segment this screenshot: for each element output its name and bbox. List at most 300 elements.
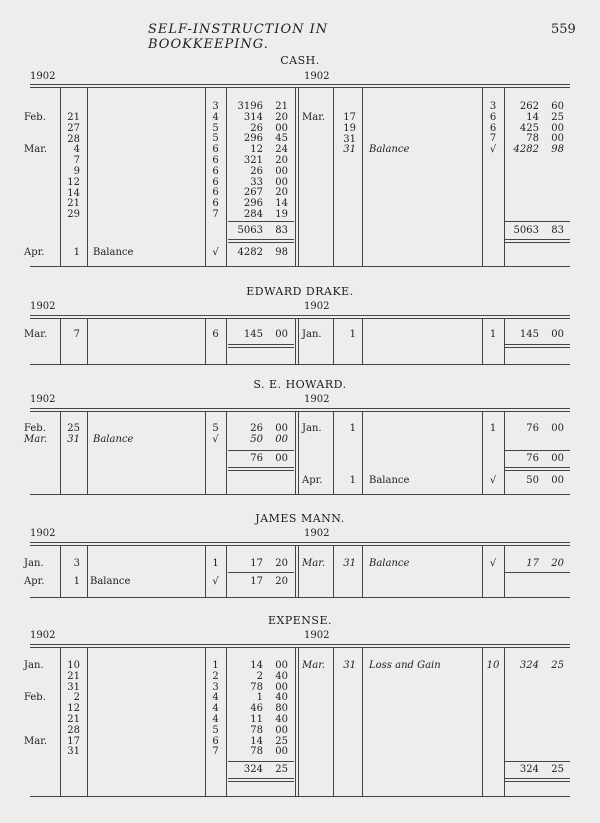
dollars-cell: 267 xyxy=(243,187,263,199)
mann-balance-day: 1 xyxy=(73,576,80,587)
folio-cell: 6 xyxy=(212,165,219,177)
cash-balance-cents: 98 xyxy=(275,247,288,258)
drake-credit-cents: 00 xyxy=(551,329,564,340)
total-rule xyxy=(505,347,570,348)
day-cell: 31 xyxy=(67,433,80,445)
column-rule xyxy=(362,546,363,597)
column-rule xyxy=(298,319,299,364)
year-right: 1902 xyxy=(304,301,330,312)
howard-debit-total-dollars: 76 xyxy=(250,453,263,464)
cash-debit-dollars-column xyxy=(228,102,263,221)
mann-credit-cents: 20 xyxy=(551,558,564,569)
howard-debit-total-cents: 00 xyxy=(275,453,288,464)
account-title: S. E. HOWARD. xyxy=(253,378,347,391)
folio-cell: 6 xyxy=(212,187,219,199)
howard-credit-folio: 1 xyxy=(489,423,497,434)
year-left: 1902 xyxy=(30,394,56,405)
folio-cell: 6 xyxy=(212,144,219,156)
column-rule xyxy=(60,546,61,597)
cash-debit-day-column xyxy=(62,113,80,221)
day-cell: 27 xyxy=(67,122,80,134)
column-rule xyxy=(333,319,334,364)
column-rule xyxy=(205,88,206,266)
day-cell: 17 xyxy=(343,112,356,123)
cash-credit-folio-column xyxy=(484,102,502,156)
expense-credit-total-cents: 25 xyxy=(551,764,564,775)
expense-debit-day-column xyxy=(62,661,80,758)
expense-debit-total-dollars: 324 xyxy=(243,764,263,775)
mann-debit-cents: 20 xyxy=(275,558,288,569)
total-rule xyxy=(228,781,294,782)
dollars-cell: 78 xyxy=(250,746,263,758)
day-cell: 29 xyxy=(67,209,80,221)
mann-balance-label: Balance xyxy=(90,576,131,587)
column-rule xyxy=(205,319,206,364)
cash-balance-month: Apr. xyxy=(24,247,45,258)
dollars-cell: 26 xyxy=(250,423,263,434)
page-running-title: SELF-INSTRUCTION IN BOOKKEEPING. xyxy=(148,22,329,52)
howard-credit-balance-month: Apr. xyxy=(302,475,323,486)
cents-cell: 00 xyxy=(551,133,564,145)
column-rule xyxy=(295,319,296,364)
year-left: 1902 xyxy=(30,71,56,82)
column-rule xyxy=(87,88,88,266)
month-cell: Feb. xyxy=(24,692,46,704)
total-rule xyxy=(228,572,294,573)
folio-cell: 4 xyxy=(212,703,219,715)
howard-credit-balance-cents: 00 xyxy=(551,475,564,486)
mann-balance-dollars: 17 xyxy=(250,576,263,587)
column-rule xyxy=(333,412,334,494)
rule xyxy=(30,266,570,267)
dollars-cell: 14 xyxy=(250,660,263,671)
dollars-cell: 14 xyxy=(526,111,539,123)
expense-debit-dollars-column xyxy=(228,661,263,758)
column-rule xyxy=(60,648,61,796)
total-rule xyxy=(228,761,294,762)
total-rule xyxy=(228,467,294,468)
drake-credit-day: 1 xyxy=(349,329,356,340)
dollars-cell: 11 xyxy=(250,713,263,725)
drake-debit-cents: 00 xyxy=(275,329,288,340)
rule xyxy=(30,644,570,645)
cents-cell: 00 xyxy=(275,433,288,445)
day-cell: 2 xyxy=(73,692,80,704)
rule xyxy=(30,84,570,85)
month-cell xyxy=(24,124,54,135)
cents-cell: 00 xyxy=(275,176,288,188)
folio-cell: 7 xyxy=(212,746,219,758)
expense-credit-cents: 25 xyxy=(551,660,564,671)
dollars-cell: 33 xyxy=(250,176,263,188)
howard-credit-month: Jan. xyxy=(302,423,322,434)
day-cell: 12 xyxy=(67,176,80,188)
dollars-cell: 78 xyxy=(526,133,539,145)
day-cell: 21 xyxy=(67,198,80,210)
expense-credit-total-dollars: 324 xyxy=(519,764,539,775)
rule xyxy=(30,494,570,495)
column-rule xyxy=(333,546,334,597)
column-rule xyxy=(333,648,334,796)
rule xyxy=(30,87,570,88)
folio-cell: 5 xyxy=(212,133,219,145)
total-rule xyxy=(228,344,294,345)
cents-cell: 45 xyxy=(275,133,288,145)
day-cell: 31 xyxy=(343,144,356,156)
column-rule xyxy=(60,88,61,266)
month-cell xyxy=(24,715,54,726)
column-rule xyxy=(482,88,483,266)
column-rule xyxy=(87,319,88,364)
column-rule xyxy=(362,412,363,494)
dollars-cell: 296 xyxy=(243,133,263,145)
month-cell: Jan. xyxy=(24,660,44,671)
account-title: EDWARD DRAKE. xyxy=(246,285,354,298)
folio-cell: 6 xyxy=(489,111,497,123)
folio-cell: 4 xyxy=(212,111,219,123)
cents-cell: 20 xyxy=(275,154,288,166)
cents-cell: 80 xyxy=(275,703,288,715)
cents-cell: 25 xyxy=(275,735,288,747)
year-right: 1902 xyxy=(304,71,330,82)
month-cell: Feb. xyxy=(24,423,46,434)
column-rule xyxy=(482,319,483,364)
account-title: JAMES MANN. xyxy=(255,512,345,525)
total-rule xyxy=(505,221,570,222)
page-number: 559 xyxy=(551,22,576,37)
total-rule xyxy=(228,242,294,243)
year-right: 1902 xyxy=(304,528,330,539)
account-title: EXPENSE. xyxy=(268,614,332,627)
cents-cell: 00 xyxy=(275,724,288,736)
rule xyxy=(30,408,570,409)
column-rule xyxy=(482,412,483,494)
howard-credit-day: 1 xyxy=(349,423,356,434)
column-rule xyxy=(295,412,296,494)
dollars-cell: 78 xyxy=(250,724,263,736)
day-cell: 9 xyxy=(73,165,80,177)
checkmark: √ xyxy=(489,558,497,569)
expense-debit-folio-column xyxy=(207,661,224,758)
column-rule xyxy=(295,546,296,597)
day-cell: 4 xyxy=(73,144,80,156)
dollars-cell: 26 xyxy=(250,165,263,177)
folio-cell: 5 xyxy=(212,122,219,134)
drake-debit-day: 7 xyxy=(73,329,80,340)
cents-cell: 00 xyxy=(275,423,288,434)
drake-debit-folio: 6 xyxy=(212,329,219,340)
rule xyxy=(30,542,570,543)
cash-debit-total-dollars: 5063 xyxy=(237,225,263,236)
month-cell xyxy=(24,726,54,737)
cents-cell: 40 xyxy=(275,670,288,682)
year-left: 1902 xyxy=(30,528,56,539)
cash-debit-total-cents: 83 xyxy=(275,225,288,236)
folio-cell: 6 xyxy=(212,735,219,747)
cash-balance-label: Balance xyxy=(93,247,134,258)
howard-credit-total-cents: 00 xyxy=(551,453,564,464)
rule xyxy=(30,318,570,319)
day-cell: 12 xyxy=(67,703,80,715)
year-left: 1902 xyxy=(30,301,56,312)
howard-credit-balance-dollars: 50 xyxy=(526,475,539,486)
folio-cell: 3 xyxy=(212,681,219,693)
cents-cell: 24 xyxy=(275,144,288,156)
column-rule xyxy=(205,648,206,796)
day-cell: 31 xyxy=(67,746,80,758)
cents-cell: 20 xyxy=(275,187,288,199)
expense-debit-total-cents: 25 xyxy=(275,764,288,775)
column-rule xyxy=(205,546,206,597)
total-rule xyxy=(505,450,570,451)
folio-cell: √ xyxy=(212,433,219,445)
rule xyxy=(30,545,570,546)
cents-cell: 19 xyxy=(275,208,288,220)
dollars-cell: 46 xyxy=(250,703,263,715)
column-rule xyxy=(226,88,227,266)
folio-cell: 4 xyxy=(212,692,219,704)
day-cell: 21 xyxy=(67,713,80,725)
checkmark: √ xyxy=(212,247,219,258)
cents-cell: 98 xyxy=(551,144,564,156)
cash-credit-cents-column xyxy=(542,102,564,156)
day-cell: 19 xyxy=(343,122,356,134)
howard-credit-balance-label: Balance xyxy=(369,475,410,486)
expense-credit-item: Loss and Gain xyxy=(369,660,441,671)
drake-debit-dollars: 145 xyxy=(243,329,263,340)
day-cell: 17 xyxy=(67,735,80,747)
howard-credit-cents: 00 xyxy=(551,423,564,434)
rule xyxy=(30,796,570,797)
total-rule xyxy=(228,778,294,779)
column-rule xyxy=(298,648,299,796)
cash-debit-cents-column xyxy=(266,102,288,221)
cents-cell: 21 xyxy=(275,101,288,112)
column-rule xyxy=(482,648,483,796)
account-title: CASH. xyxy=(280,54,320,67)
total-rule xyxy=(228,450,294,451)
column-rule xyxy=(87,412,88,494)
folio-cell: 7 xyxy=(489,133,497,145)
folio-cell: 7 xyxy=(212,208,219,220)
column-rule xyxy=(87,648,88,796)
expense-credit-month: Mar. xyxy=(302,660,326,671)
howard-credit-total-dollars: 76 xyxy=(526,453,539,464)
drake-credit-folio: 1 xyxy=(489,329,497,340)
day-cell: 21 xyxy=(67,112,80,123)
column-rule xyxy=(295,648,296,796)
howard-debit-dollars-column xyxy=(228,424,263,446)
year-right: 1902 xyxy=(304,630,330,641)
cents-cell: 00 xyxy=(275,681,288,693)
total-rule xyxy=(228,470,294,471)
dollars-cell: 4282 xyxy=(513,144,539,156)
cents-cell: 00 xyxy=(275,122,288,134)
folio-cell: 2 xyxy=(212,670,219,682)
folio-cell: 6 xyxy=(212,176,219,188)
total-rule xyxy=(505,572,570,573)
howard-debit-day-column xyxy=(62,424,80,446)
rule xyxy=(30,315,570,316)
folio-cell: 3 xyxy=(212,101,219,112)
dollars-cell: 314 xyxy=(243,111,263,123)
day-cell: 31 xyxy=(67,681,80,693)
day-cell: 31 xyxy=(343,133,356,145)
folio-cell: 6 xyxy=(212,154,219,166)
dollars-cell: 262 xyxy=(519,101,539,112)
column-rule xyxy=(295,88,296,266)
dollars-cell: 1 xyxy=(256,692,263,704)
mann-credit-day: 31 xyxy=(343,558,356,569)
dollars-cell: 26 xyxy=(250,122,263,134)
expense-credit-day: 31 xyxy=(343,660,356,671)
cents-cell: 00 xyxy=(275,746,288,758)
total-rule xyxy=(505,761,570,762)
cash-balance-day: 1 xyxy=(73,247,80,258)
month-cell xyxy=(24,704,54,715)
howard-debit-balance-label: Balance xyxy=(93,434,134,445)
month-cell xyxy=(24,672,54,683)
cash-credit-total-cents: 83 xyxy=(551,225,564,236)
folio-cell: 3 xyxy=(489,101,497,112)
howard-credit-dollars: 76 xyxy=(526,423,539,434)
folio-cell: 5 xyxy=(212,423,219,434)
dollars-cell: 2 xyxy=(256,670,263,682)
expense-debit-cents-column xyxy=(266,661,288,758)
folio-cell: 6 xyxy=(489,122,497,134)
dollars-cell: 321 xyxy=(243,154,263,166)
dollars-cell: 425 xyxy=(519,122,539,134)
column-rule xyxy=(87,546,88,597)
total-rule xyxy=(505,781,570,782)
month-cell: Mar. xyxy=(24,144,48,156)
howard-debit-cents-column xyxy=(266,424,288,446)
column-rule xyxy=(226,412,227,494)
total-rule xyxy=(228,347,294,348)
drake-credit-month: Jan. xyxy=(302,329,322,340)
drake-debit-month: Mar. xyxy=(24,329,48,340)
day-cell: 28 xyxy=(67,724,80,736)
cash-balance-dollars: 4282 xyxy=(237,247,263,258)
cents-cell: 25 xyxy=(551,111,564,123)
column-rule xyxy=(298,412,299,494)
dollars-cell: 14 xyxy=(250,735,263,747)
total-rule xyxy=(505,242,570,243)
cents-cell: 00 xyxy=(551,122,564,134)
cents-cell: 00 xyxy=(275,660,288,671)
year-right: 1902 xyxy=(304,394,330,405)
checkmark: √ xyxy=(212,576,219,587)
column-rule xyxy=(226,648,227,796)
cash-debit-folio-column xyxy=(207,102,224,221)
expense-debit-month-column xyxy=(24,661,54,747)
total-rule xyxy=(228,239,294,240)
folio-cell: 1 xyxy=(212,660,219,671)
howard-debit-month-column xyxy=(24,424,54,446)
column-rule xyxy=(362,319,363,364)
cents-cell: 20 xyxy=(275,111,288,123)
folio-cell: 6 xyxy=(212,198,219,210)
rule xyxy=(30,411,570,412)
dollars-cell: 284 xyxy=(243,208,263,220)
drake-credit-dollars: 145 xyxy=(519,329,539,340)
cents-cell: 40 xyxy=(275,713,288,725)
day-cell: 7 xyxy=(73,155,80,167)
rule xyxy=(30,597,570,598)
day-cell: 28 xyxy=(67,133,80,145)
day-cell: 21 xyxy=(67,670,80,682)
cash-debit-month-column xyxy=(24,113,54,156)
dollars-cell: 12 xyxy=(250,144,263,156)
folio-cell: 4 xyxy=(212,713,219,725)
rule xyxy=(30,364,570,365)
column-rule xyxy=(482,546,483,597)
day-cell: 25 xyxy=(67,423,80,434)
mann-debit-day: 3 xyxy=(73,558,80,569)
column-rule xyxy=(60,319,61,364)
column-rule xyxy=(298,88,299,266)
cents-cell: 00 xyxy=(275,165,288,177)
year-left: 1902 xyxy=(30,630,56,641)
mann-debit-month: Jan. xyxy=(24,558,44,569)
column-rule xyxy=(226,546,227,597)
dollars-cell: 3196 xyxy=(237,101,263,112)
cash-credit-balance-label: Balance xyxy=(369,144,410,155)
column-rule xyxy=(504,319,505,364)
column-rule xyxy=(60,412,61,494)
total-rule xyxy=(505,470,570,471)
cents-cell: 60 xyxy=(551,101,564,112)
column-rule xyxy=(333,88,334,266)
cash-credit-dollars-column xyxy=(505,102,539,156)
expense-credit-folio: 10 xyxy=(486,660,500,671)
month-cell: Feb. xyxy=(24,112,46,123)
day-cell: 14 xyxy=(67,187,80,199)
rule xyxy=(30,647,570,648)
total-rule xyxy=(505,344,570,345)
howard-credit-balance-day: 1 xyxy=(349,475,356,486)
mann-credit-dollars: 17 xyxy=(526,558,539,569)
folio-cell: 5 xyxy=(212,724,219,736)
cents-cell: 14 xyxy=(275,198,288,210)
dollars-cell: 78 xyxy=(250,681,263,693)
mann-balance-cents: 20 xyxy=(275,576,288,587)
total-rule xyxy=(505,239,570,240)
mann-debit-folio: 1 xyxy=(212,558,219,569)
cents-cell: 40 xyxy=(275,692,288,704)
mann-balance-month: Apr. xyxy=(24,576,45,587)
expense-credit-dollars: 324 xyxy=(519,660,539,671)
column-rule xyxy=(226,319,227,364)
month-cell: Mar. xyxy=(24,735,48,747)
column-rule xyxy=(298,546,299,597)
mann-credit-month: Mar. xyxy=(302,558,326,569)
month-cell: Mar. xyxy=(24,433,48,445)
day-cell: 10 xyxy=(67,660,80,671)
mann-credit-balance-label: Balance xyxy=(369,558,410,569)
column-rule xyxy=(205,412,206,494)
column-rule xyxy=(362,648,363,796)
folio-cell: √ xyxy=(489,144,497,156)
checkmark: √ xyxy=(489,475,497,486)
column-rule xyxy=(362,88,363,266)
cash-credit-month: Mar. xyxy=(302,112,326,123)
cash-credit-total-dollars: 5063 xyxy=(513,225,539,236)
dollars-cell: 50 xyxy=(250,433,263,445)
howard-debit-folio-column xyxy=(207,424,224,446)
total-rule xyxy=(505,467,570,468)
total-rule xyxy=(505,778,570,779)
